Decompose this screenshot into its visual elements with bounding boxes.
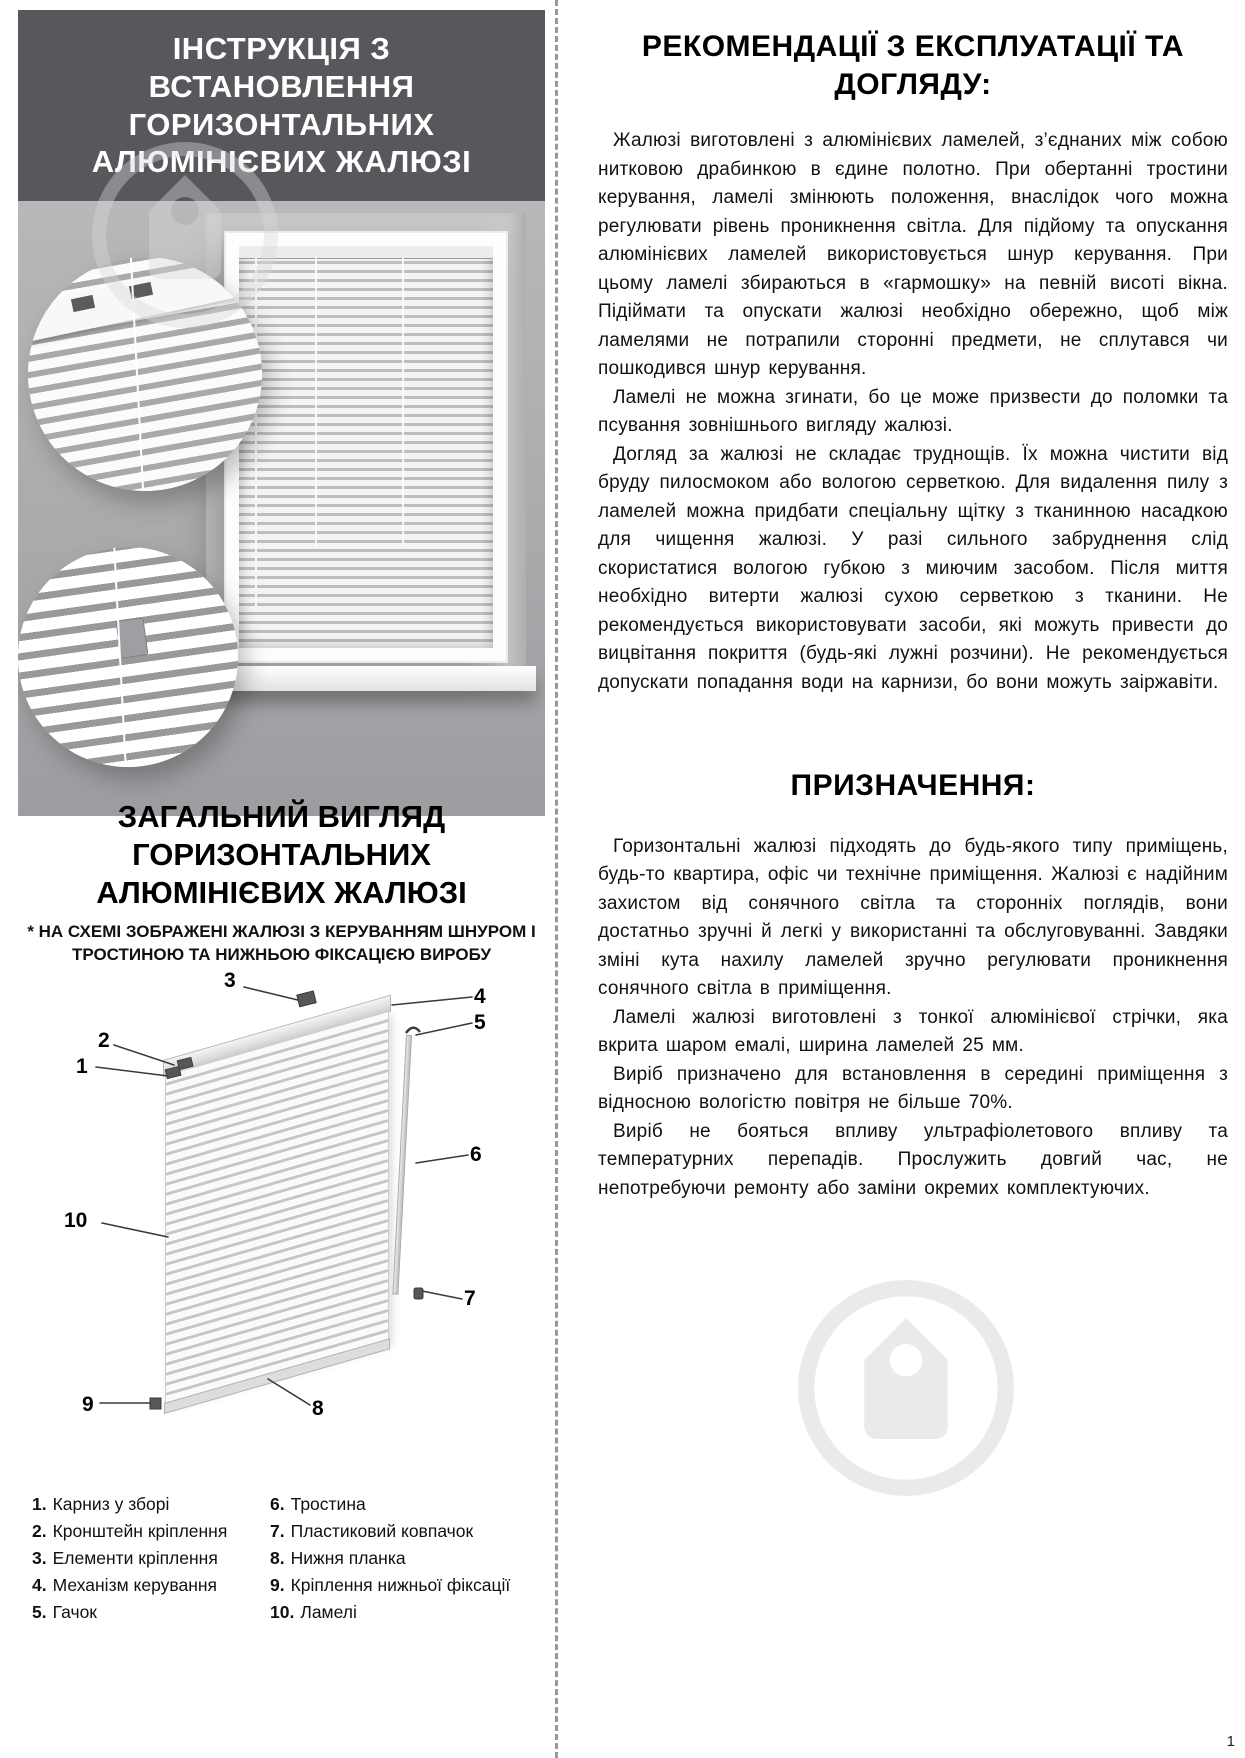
- overview-title: ЗАГАЛЬНИЙ ВИГЛЯД ГОРИЗОНТАЛЬНИХ АЛЮМІНІЄВИХ ЖАЛЮЗІ: [96, 799, 467, 910]
- instruction-panel: [18, 10, 545, 816]
- care-paragraph: Ламелі не можна згинати, бо це може призвести до поломки та псування зовнішнього вигляду жалюзі.: [598, 386, 1228, 436]
- callout-4: 4: [474, 985, 486, 1008]
- windowsill: [200, 666, 536, 691]
- callout-3: 3: [224, 969, 236, 992]
- legend-item: 8. Нижня планка: [270, 1548, 406, 1568]
- callout-9: 9: [82, 1393, 94, 1416]
- legend-item: 5. Гачок: [32, 1602, 97, 1622]
- callout-6: 6: [470, 1143, 482, 1166]
- purpose-heading: ПРИЗНАЧЕННЯ:: [790, 769, 1036, 802]
- legend-item: 10. Ламелі: [270, 1602, 357, 1622]
- watermark-tag-icon: [85, 135, 285, 335]
- legend-item: 1. Карниз у зборі: [32, 1494, 170, 1514]
- zoom-inset-lamellae: [18, 547, 238, 767]
- instruction-title: ІНСТРУКЦІЯ З ВСТАНОВЛЕННЯ ГОРИЗОНТАЛЬНИХ АЛЮМІНІЄВИХ ЖАЛЮЗІ: [18, 10, 545, 201]
- legend-item: 6. Тростина: [270, 1494, 366, 1514]
- purpose-paragraph: Виріб не бояться впливу ультрафіолетового впливу та температурних перепадів. Прослужить довгий час, не непотребуючи ремонту або заміни окремих комплектуючих.: [598, 1120, 1228, 1199]
- ladder-cord: [315, 256, 317, 545]
- callout-2: 2: [98, 1029, 110, 1052]
- care-heading: РЕКОМЕНДАЦІЇ З ЕКСПЛУАТАЦІЇ ТА ДОГЛЯДУ:: [641, 30, 1185, 101]
- blinds-diagram: [18, 969, 545, 1480]
- care-paragraph: Догляд за жалюзі не складає труднощів. Їх можна чистити від бруду пилосмоком або вологою серветкою. Для видалення пилу з ламелей можна придбати спеціальну щітку з тканинною насадкою для чищення жалюзі. У разі сильного забруднення слід скористатися вологою губкою з миючим засобом. Після миття необхідно витерти жалюзі сухою серветкою з тканини. Не рекомендується використовувати засоби, які можуть привести до вицвітання покриття (будь-які лужні розчини). Не рекомендується допускати попадання води на карнизи, бо вони можуть заіржавіти.: [598, 443, 1228, 693]
- legend-item: 9. Кріплення нижньої фіксації: [270, 1575, 511, 1595]
- purpose-paragraph: Виріб призначено для встановлення в середині приміщення з відносною вологістю повітря не більше 70%.: [598, 1063, 1228, 1113]
- overview-note: * НА СХЕМІ ЗОБРАЖЕНІ ЖАЛЮЗІ З КЕРУВАННЯМ ШНУРОМ І ТРОСТИНОЮ ТА НИЖНЬОЮ ФІКСАЦІЄЮ ВИРОБУ: [27, 922, 536, 964]
- watermark-tag-icon: [790, 1272, 1022, 1504]
- ladder-cord: [402, 256, 404, 545]
- callout-1: 1: [76, 1055, 88, 1078]
- overview-section: [18, 798, 545, 966]
- callout-10: 10: [64, 1209, 88, 1232]
- legend-item: 4. Механізм керування: [32, 1575, 217, 1595]
- text-column: [598, 28, 1228, 1203]
- purpose-paragraph: Ламелі жалюзі виготовлені з тонкої алюмінієвої стрічки, яка вкрита шаром емалі, ширина ламелей 25 мм.: [598, 1006, 1228, 1056]
- parts-legend: [32, 1494, 537, 1629]
- callout-8: 8: [312, 1397, 324, 1420]
- care-paragraph: Жалюзі виготовлені з алюмінієвих ламелей, з’єднаних між собою нитковою драбинкою в єдине полотно. При обертанні тростини керування, ламелі змінюють положення, внаслідок чого можна регулювати рівень проникнення світла. Для підйому та опускання алюмінієвих ламелей використовується шнур керування. При цьому ламелі збираються в «гармошку» на певній висоті вікна. Підіймати та опускати жалюзі необхідно обережно, щоб між ламелями не потрапили сторонні предмети, не сплутався чи пошкодився шнур керування.: [598, 130, 1228, 379]
- column-divider: [555, 0, 558, 1758]
- callout-5: 5: [474, 1011, 486, 1034]
- page-number: 1: [1226, 1733, 1235, 1750]
- callout-7: 7: [464, 1287, 476, 1310]
- purpose-paragraph: Горизонтальні жалюзі підходять до будь-якого типу приміщень, будь-то квартира, офіс чи технічне приміщення. Жалюзі є надійним захистом від сонячного світла та сторонніх поглядів, вони достатньо зручні й легкі у використанні та обслуговуванні. Завдяки зміні кута нахилу ламелей зручно регулювати проникнення сонячного світла в приміщення.: [598, 835, 1228, 999]
- legend-item: 2. Кронштейн кріплення: [32, 1521, 228, 1541]
- legend-item: 3. Елементи кріплення: [32, 1548, 218, 1568]
- legend-item: 7. Пластиковий ковпачок: [270, 1521, 474, 1541]
